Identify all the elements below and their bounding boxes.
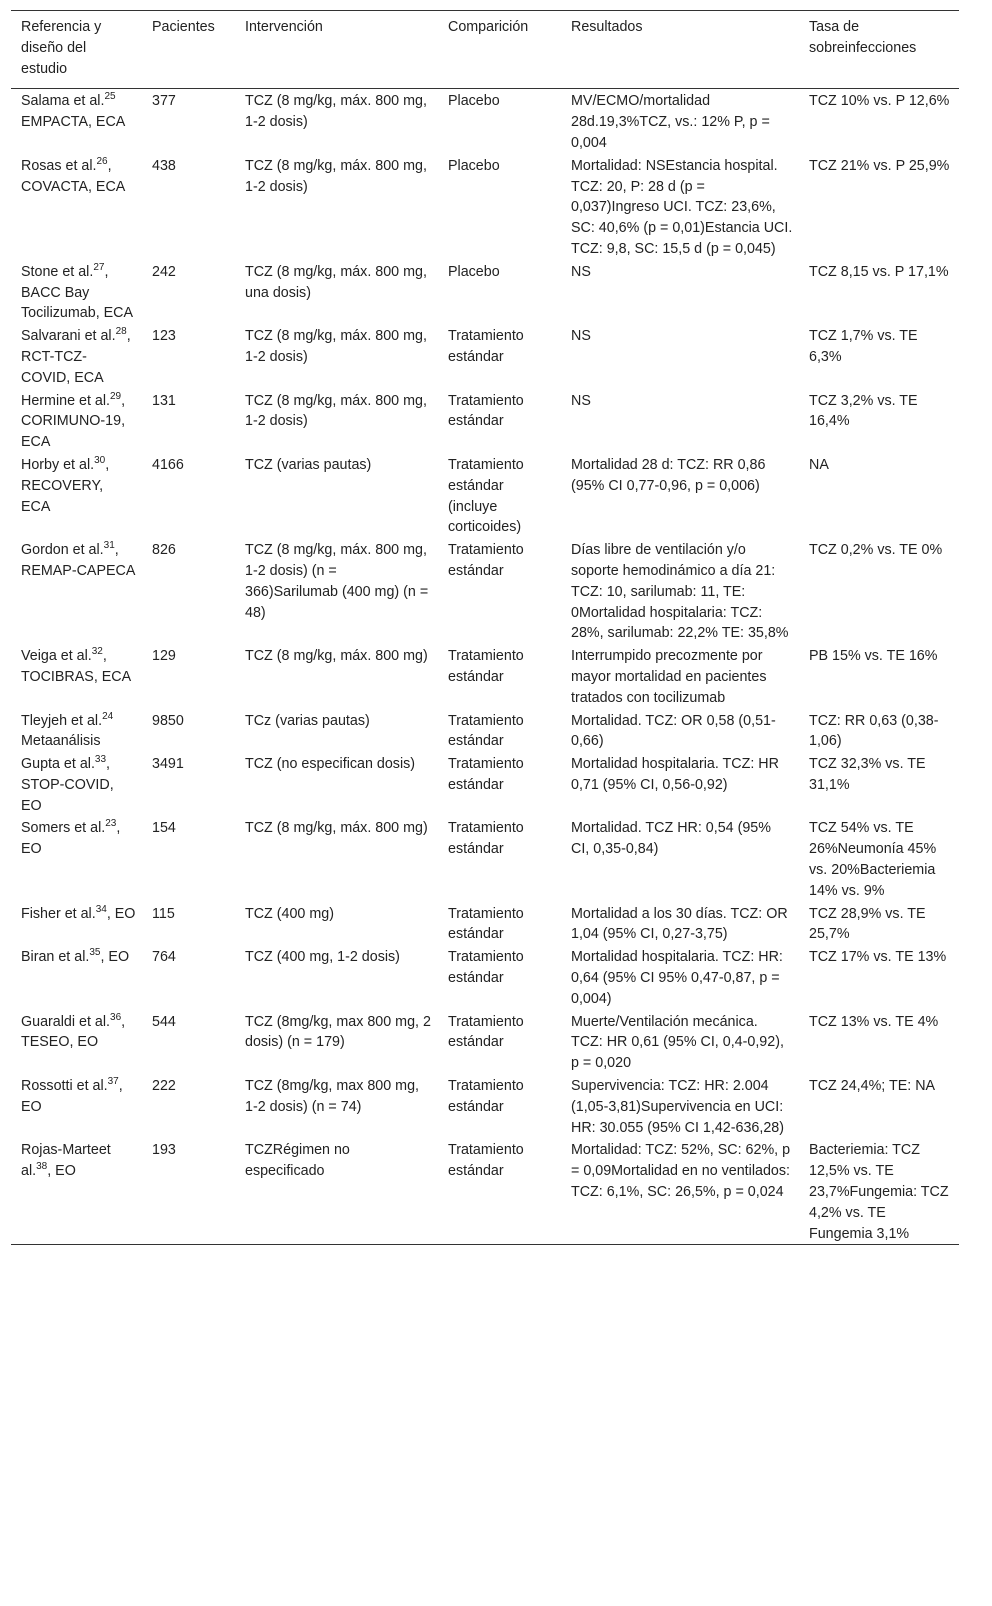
reference-design: , TOCIBRAS, ECA	[21, 648, 132, 685]
reference-authors: Rossotti et al.	[21, 1078, 108, 1095]
reference-authors: Somers et al.	[21, 820, 106, 837]
cell-rate: TCZ 0,2% vs. TE 0%	[809, 542, 943, 559]
table-row	[11, 154, 959, 260]
reference-number: 26	[96, 156, 108, 168]
reference-design: EMPACTA, ECA	[21, 114, 126, 131]
cell-intervention: TCZ (8 mg/kg, máx. 800 mg, 1-2 dosis)	[245, 328, 427, 365]
cell-comparison: Tratamiento estándar	[448, 820, 524, 858]
table-row	[11, 453, 959, 538]
reference-design: , EO	[21, 820, 121, 858]
cell-rate: TCZ 17% vs. TE 13%	[809, 949, 947, 966]
table-row	[11, 752, 959, 816]
table-row	[11, 945, 959, 1009]
reference-number: 24	[102, 710, 114, 722]
header-results: Resultados	[571, 19, 643, 35]
table-row	[11, 816, 959, 901]
reference-design: , RECOVERY, ECA	[21, 456, 110, 515]
cell-patients: 129	[152, 648, 176, 665]
cell-results: Mortalidad hospitalaria. TCZ: HR 0,71 (95% CI, 0,56-0,92)	[571, 756, 779, 793]
header-patients: Pacientes	[152, 19, 215, 35]
cell-intervention: TCZ (8 mg/kg, máx. 800 mg)	[245, 648, 428, 665]
cell-comparison: Tratamiento estándar	[448, 712, 524, 750]
cell-results: Mortalidad: NSEstancia hospital. TCZ: 20, P: 28 d (p = 0,037)Ingreso UCI. TCZ: 23,6%, SC: 40,6% (p = 0,01)Estancia UCI. TCZ: 9,8, SC: 15,5 d (p = 0,045)	[571, 157, 793, 257]
cell-rate: TCZ 13% vs. TE 4%	[809, 1013, 939, 1030]
reference-authors: Rojas-Marteet al.	[21, 1142, 111, 1180]
cell-intervention: TCZ (8mg/kg, max 800 mg, 2 dosis) (n = 179)	[245, 1013, 431, 1051]
cell-comparison: Tratamiento estándar	[448, 1078, 524, 1115]
cell-patients: 9850	[152, 712, 184, 729]
cell-rate: NA	[809, 456, 829, 473]
cell-comparison: Tratamiento estándar	[448, 756, 524, 793]
reference-number: 38	[36, 1161, 48, 1173]
cell-results: NS	[571, 263, 591, 280]
cell-results: NS	[571, 392, 591, 409]
reference-design: , EO	[100, 949, 130, 966]
cell-patients: 115	[152, 905, 175, 922]
cell-comparison: Placebo	[448, 263, 500, 280]
reference-authors: Gupta et al.	[21, 756, 95, 773]
cell-patients: 222	[152, 1078, 176, 1095]
reference-number: 28	[115, 326, 127, 338]
cell-reference	[11, 391, 142, 453]
cell-rate: TCZ 54% vs. TE 26%Neumonía 45% vs. 20%Bacteriemia 14% vs. 9%	[809, 820, 937, 899]
table-header-row	[11, 11, 959, 88]
cell-comparison: Tratamiento estándar	[448, 392, 524, 430]
cell-rate: PB 15% vs. TE 16%	[809, 648, 938, 665]
reference-number: 29	[110, 390, 122, 402]
cell-comparison: Tratamiento estándar	[448, 648, 524, 685]
cell-comparison: Tratamiento estándar (incluye corticoides)	[448, 456, 524, 536]
cell-intervention: TCZ (8 mg/kg, máx. 800 mg, una dosis)	[245, 263, 427, 301]
reference-number: 36	[110, 1011, 122, 1023]
header-intervention: Intervención	[245, 19, 323, 35]
cell-rate: TCZ 24,4%; TE: NA	[809, 1078, 936, 1095]
reference-authors: Hermine et al.	[21, 392, 110, 409]
reference-authors: Rosas et al.	[21, 157, 97, 174]
cell-intervention: TCZ (8 mg/kg, máx. 800 mg, 1-2 dosis)	[245, 93, 427, 131]
reference-authors: Stone et al.	[21, 263, 94, 280]
cell-rate: Bacteriemia: TCZ 12,5% vs. TE 23,7%Fungemia: TCZ 4,2% vs. TE Fungemia 3,1%	[809, 1142, 949, 1242]
header-comparison: Comparición	[448, 19, 529, 35]
cell-reference	[11, 91, 142, 153]
reference-authors: Fisher et al.	[21, 905, 96, 922]
cell-results: Mortalidad. TCZ HR: 0,54 (95% CI, 0,35-0,84)	[571, 820, 771, 858]
cell-comparison: Tratamiento estándar	[448, 949, 524, 987]
cell-intervention: TCZ (8 mg/kg, máx. 800 mg, 1-2 dosis)	[245, 157, 427, 195]
cell-reference	[11, 754, 142, 816]
reference-authors: Gordon et al.	[21, 542, 104, 559]
table-body	[11, 89, 959, 1244]
cell-results: Días libre de ventilación y/o soporte hemodinámico a día 21: TCZ: 10, sarilumab: 11, TE: 0Mortalidad hospitalaria: TCZ: 28%, sarilumab: 22,2% TE: 35,8%	[571, 542, 789, 642]
cell-comparison: Tratamiento estándar	[448, 1142, 524, 1180]
table-row	[11, 1074, 959, 1138]
table-row	[11, 644, 959, 708]
cell-results: Mortalidad a los 30 días. TCZ: OR 1,04 (95% CI, 0,27-3,75)	[571, 905, 788, 943]
reference-authors: Veiga et al.	[21, 648, 92, 665]
reference-authors: Tleyjeh et al.	[21, 712, 103, 729]
table-row	[11, 902, 959, 946]
header-rate: Tasa de sobreinfecciones	[809, 19, 917, 56]
reference-design: , COVACTA, ECA	[21, 157, 126, 195]
cell-intervention: TCZ (8 mg/kg, máx. 800 mg, 1-2 dosis)	[245, 392, 427, 430]
cell-results: Mortalidad. TCZ: OR 0,58 (0,51-0,66)	[571, 712, 776, 750]
cell-comparison: Tratamiento estándar	[448, 1013, 524, 1051]
cell-rate: TCZ: RR 0,63 (0,38-1,06)	[809, 712, 939, 750]
table-row	[11, 89, 959, 153]
cell-results: NS	[571, 328, 591, 345]
cell-reference	[11, 156, 142, 260]
reference-number: 33	[94, 754, 107, 766]
results-table	[11, 10, 959, 1245]
cell-results: Supervivencia: TCZ: HR: 2.004 (1,05-3,81)Supervivencia en UCI: HR: 30.055 (95% CI 1,42-636,28)	[571, 1078, 784, 1136]
cell-intervention: TCZRégimen no especificado	[245, 1142, 350, 1180]
cell-rate: TCZ 28,9% vs. TE 25,7%	[809, 905, 926, 943]
reference-design: , TESEO, EO	[21, 1013, 126, 1051]
reference-number: 30	[94, 455, 106, 467]
reference-number: 23	[105, 818, 117, 830]
table-row	[11, 324, 959, 388]
cell-patients: 764	[152, 949, 176, 966]
cell-reference	[11, 904, 142, 946]
cell-rate: TCZ 1,7% vs. TE 6,3%	[809, 328, 918, 365]
reference-design: , CORIMUNO-19, ECA	[21, 392, 126, 451]
table-row	[11, 538, 959, 644]
table-row	[11, 709, 959, 753]
reference-design: , STOP-COVID, EO	[21, 756, 114, 814]
cell-patients: 123	[152, 328, 176, 345]
table-row	[11, 1010, 959, 1074]
cell-reference	[11, 1140, 142, 1244]
reference-design: Metaanálisis	[21, 733, 101, 750]
cell-intervention: TCZ (8mg/kg, max 800 mg, 1-2 dosis) (n = 74)	[245, 1078, 419, 1115]
cell-rate: TCZ 8,15 vs. P 17,1%	[809, 263, 949, 280]
cell-patients: 4166	[152, 456, 184, 473]
cell-comparison: Tratamiento estándar	[448, 905, 524, 943]
cell-intervention: TCz (varias pautas)	[245, 712, 370, 729]
cell-results: Mortalidad: TCZ: 52%, SC: 62%, p = 0,09Mortalidad en no ventilados: TCZ: 6,1%, SC: 26,5%, p = 0,024	[571, 1142, 791, 1201]
cell-results: Mortalidad hospitalaria. TCZ: HR: 0,64 (95% CI 95% 0,47-0,87, p = 0,004)	[571, 949, 783, 1007]
cell-patients: 131	[152, 392, 176, 409]
cell-patients: 154	[152, 820, 176, 837]
cell-patients: 3491	[152, 756, 184, 773]
cell-intervention: TCZ (varias pautas)	[245, 456, 372, 473]
table-bottom-rule	[11, 1244, 959, 1245]
reference-number: 34	[95, 903, 107, 915]
reference-number: 25	[104, 91, 116, 103]
cell-comparison: Tratamiento estándar	[448, 328, 524, 365]
cell-rate: TCZ 21% vs. P 25,9%	[809, 157, 950, 174]
cell-reference	[11, 818, 142, 901]
reference-authors: Guaraldi et al.	[21, 1013, 111, 1030]
reference-design: , EO	[47, 1163, 76, 1180]
reference-authors: Horby et al.	[21, 456, 95, 473]
table-row	[11, 260, 959, 324]
cell-reference	[11, 1012, 142, 1074]
cell-results: Interrumpido precozmente por mayor mortalidad en pacientes tratados con tocilizumab	[571, 648, 767, 706]
reference-authors: Biran et al.	[21, 949, 90, 966]
table-row	[11, 1138, 959, 1244]
reference-number: 27	[93, 262, 105, 273]
table-row	[11, 389, 959, 453]
cell-intervention: TCZ (no especifican dosis)	[245, 756, 416, 773]
cell-patients: 438	[152, 157, 176, 174]
reference-authors: Salama et al.	[21, 93, 105, 110]
reference-design: , RCT-TCZ-COVID, ECA	[21, 328, 131, 386]
cell-rate: TCZ 10% vs. P 12,6%	[809, 93, 950, 110]
cell-patients: 242	[152, 263, 176, 280]
cell-patients: 826	[152, 542, 176, 559]
cell-patients: 377	[152, 93, 176, 110]
cell-intervention: TCZ (8 mg/kg, máx. 800 mg, 1-2 dosis) (n = 366)Sarilumab (400 mg) (n = 48)	[245, 542, 429, 621]
cell-intervention: TCZ (400 mg, 1-2 dosis)	[245, 949, 400, 966]
reference-design: , EO	[21, 1078, 123, 1115]
reference-authors: Salvarani et al.	[21, 328, 116, 345]
cell-comparison: Placebo	[448, 157, 500, 174]
cell-results: Mortalidad 28 d: TCZ: RR 0,86 (95% CI 0,77-0,96, p = 0,006)	[571, 456, 766, 494]
cell-reference	[11, 711, 142, 753]
reference-design: , EO	[106, 905, 136, 922]
cell-reference	[11, 455, 142, 538]
reference-number: 37	[107, 1076, 119, 1088]
cell-comparison: Tratamiento estándar	[448, 542, 524, 579]
cell-comparison: Placebo	[448, 93, 500, 110]
cell-reference	[11, 646, 142, 708]
cell-reference	[11, 262, 142, 324]
cell-reference	[11, 947, 142, 1009]
cell-reference	[11, 1076, 142, 1138]
reference-number: 35	[89, 947, 101, 959]
cell-intervention: TCZ (400 mg)	[245, 905, 334, 922]
cell-rate: TCZ 32,3% vs. TE 31,1%	[809, 756, 926, 793]
reference-design: , BACC Bay Tocilizumab, ECA	[21, 263, 134, 322]
cell-rate: TCZ 3,2% vs. TE 16,4%	[809, 392, 918, 430]
cell-reference	[11, 540, 142, 644]
reference-number: 32	[91, 646, 103, 658]
cell-patients: 193	[152, 1142, 176, 1159]
cell-intervention: TCZ (8 mg/kg, máx. 800 mg)	[245, 820, 428, 837]
header-ref: Referencia y diseño del estudio	[21, 19, 102, 77]
reference-number: 31	[103, 540, 115, 552]
reference-design: , REMAP-CAPECA	[21, 542, 136, 579]
cell-reference	[11, 326, 142, 388]
cell-patients: 544	[152, 1013, 176, 1030]
cell-results: Muerte/Ventilación mecánica. TCZ: HR 0,61 (95% CI, 0,4-0,92), p = 0,020	[571, 1013, 784, 1072]
cell-results: MV/ECMO/mortalidad 28d.19,3%TCZ, vs.: 12% P, p = 0,004	[571, 93, 770, 151]
